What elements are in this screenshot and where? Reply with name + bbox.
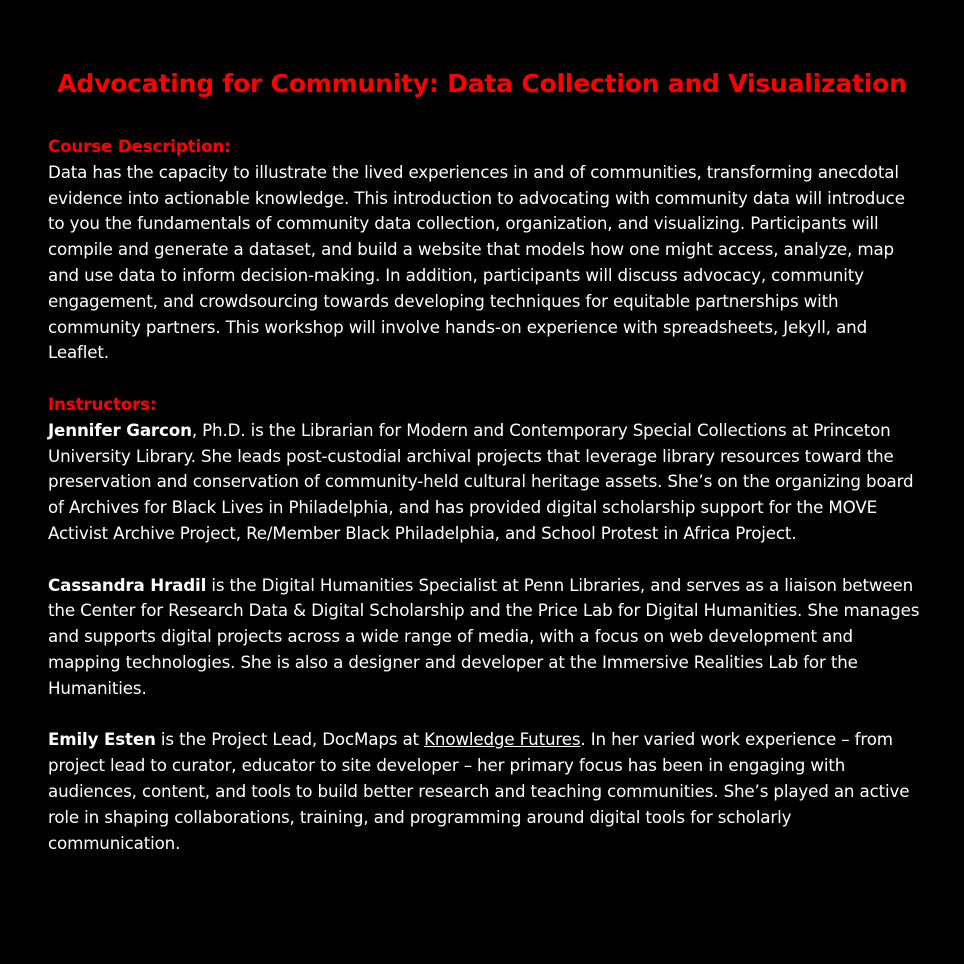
instructor-name: Cassandra Hradil	[48, 574, 207, 595]
course-description-text: Data has the capacity to illustrate the lived experiences in and of communities, transforming anecdotal evidence into actionable knowledge. This introduction to advocating with community data will introduce to you the fundamentals of community data collection, organization, and visualizing. Participants will compile and generate a dataset, and build a website that models how one might access, analyze, map and use data to inform decision-making. In addition, participants will discuss advocacy, community engagement, and crowdsourcing towards developing techniques for equitable partnerships with community partners. This workshop will involve hands-on experience with spreadsheets, Jekyll, and Leaflet.	[48, 161, 905, 363]
instructor-bio-garcon	[48, 418, 920, 547]
instructor-bio-text: is the Project Lead, DocMaps at	[155, 729, 425, 750]
instructor-name: Jennifer Garcon	[48, 419, 192, 440]
instructors-heading: Instructors:	[48, 393, 157, 414]
instructor-bio-text: is the Digital Humanities Specialist at Penn Libraries, and serves as a liaison between the Center for Research Data & Digital Scholarship and the Price Lab for Digital Humanities. She manages and supports digital projects across a wide range of media, with a focus on web development and mapping technologies. She is also a designer and developer at the Immersive Realities Lab for the Humanities.	[48, 574, 920, 698]
spacer	[48, 702, 920, 728]
page-title: Advocating for Community: Data Collection and Visualization	[57, 69, 907, 98]
spacer	[48, 547, 920, 573]
content-body	[48, 134, 920, 856]
knowledge-futures-link[interactable]: Knowledge Futures	[424, 729, 581, 750]
instructor-name: Emily Esten	[48, 729, 156, 750]
course-description-heading: Course Description:	[48, 136, 231, 156]
instructor-bio-text: . In her varied work experience – from project lead to curator, educator to site developer – her primary focus has been in engaging with audiences, content, and tools to build better research and teaching communities. She’s played an active role in shaping collaborations, training, and programming around digital tools for scholarly communication.	[48, 729, 910, 853]
spacer	[48, 366, 920, 392]
instructor-bio-text: , Ph.D. is the Librarian for Modern and Contemporary Special Collections at Princeton University Library. She leads post-custodial archival projects that leverage library resources toward the preservation and conservation of community-held cultural heritage assets. She’s on the organizing board of Archives for Black Lives in Philadelphia, and has provided digital scholarship support for the MOVE Activist Archive Project, Re/Member Black Philadelphia, and School Protest in Africa Project.	[48, 419, 914, 543]
instructor-bio-hradil	[48, 573, 920, 702]
instructor-bio-esten	[48, 727, 920, 856]
